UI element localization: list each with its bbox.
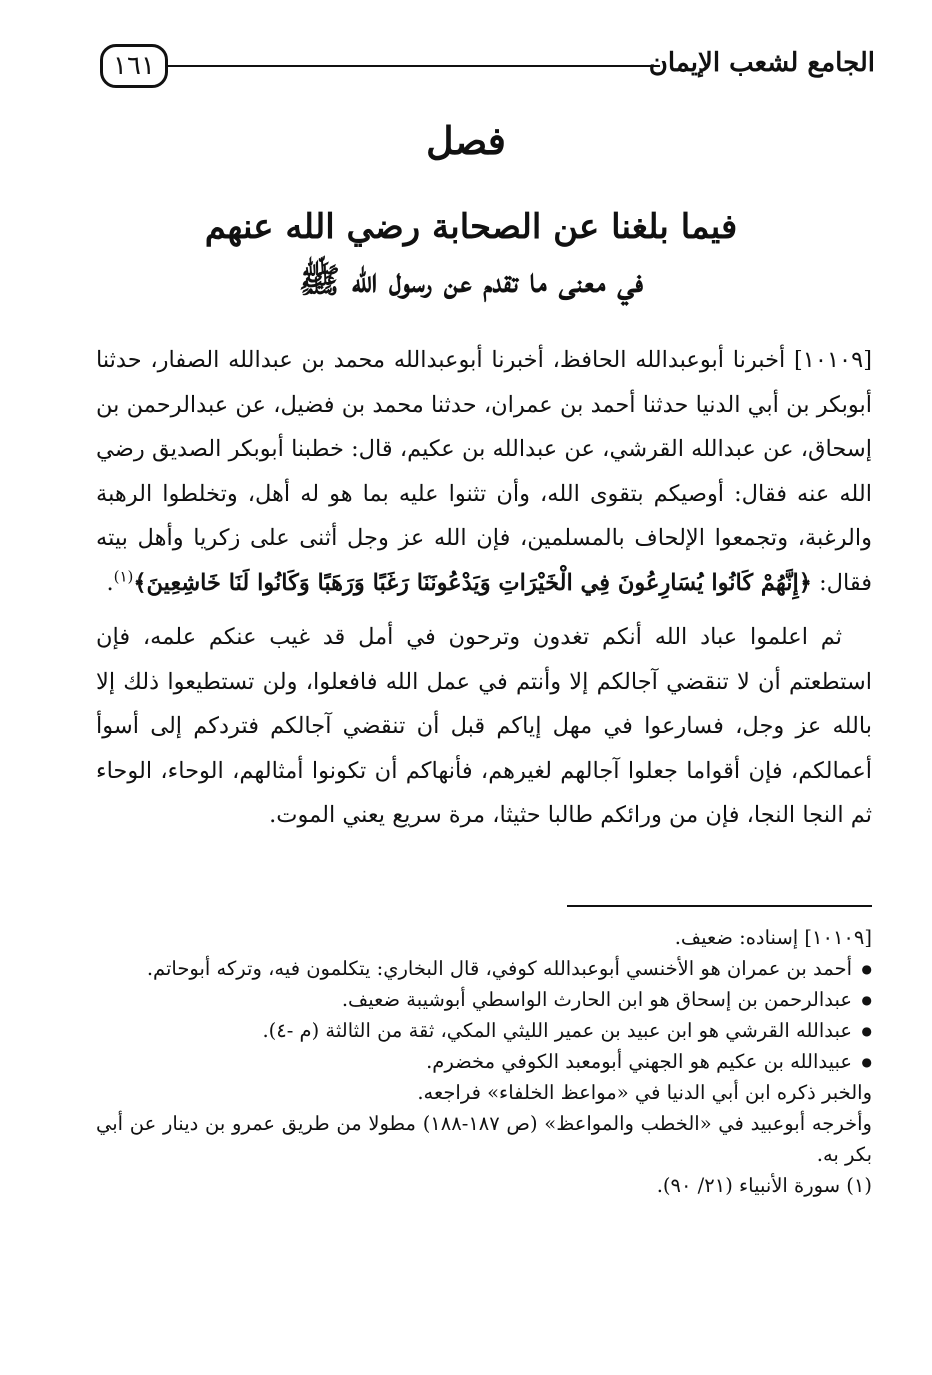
footnote-note-1: والخبر ذكره ابن أبي الدنيا في «مواعظ الخلفاء» فراجعه. [417,1081,872,1104]
chapter-title-line-2: في معنى ما تقدم عن رسول الله ﷺ [298,261,644,301]
section-heading: فصل [426,118,506,163]
footnote-bullet-4: ● عبيدالله بن عكيم هو الجهني أبومعبد الكوفي مخضرم. [96,1046,872,1077]
paragraph-end: . [106,569,114,596]
sermon-paragraph: ثم اعلموا عباد الله أنكم تغدون وترحون في أمل قد غيب عنكم علمه، فإن استطعتم أن لا تنقضي آجالكم إلا وأنتم في عمل الله فافعلوا، ولن تستطيعوا ذلك إلا بالله عز وجل، فسارعوا في مهل إياكم قبل أن تنقضي آجالكم فتردكم إلى أسوأ أعمالكم، فإن أقواما جعلوا آجالهم لغيرهم، فأنهاكم أن تكونوا أمثالهم، الوحاء، الوحاء ثم النجا النجا، فإن من ورائكم طالبا حثيثا، مرة سريع يعني الموت. [96,624,872,828]
footnote-grade: [١٠١٠٩] إسناده: ضعيف. [674,926,872,949]
footnote-quran-reference: (١) سورة الأنبياء (٢١/ ٩٠). [656,1174,872,1197]
hadith-text: [١٠١٠٩] أخبرنا أبوعبدالله الحافظ، أخبرنا أبوعبدالله محمد بن عبدالله الصفار، حدثنا أبوبكر بن أبي الدنيا حدثنا أحمد بن عمران، حدثنا محمد بن فضيل، عن عبدالرحمن بن إسحاق، عن عبدالله القرشي، عن عبدالله بن عكيم، قال: خطبنا أبوبكر الصديق رضي الله عنه فقال: أوصيكم بتقوى الله، وأن تثنوا عليه بما هو له أهل، وتخلطوا الرهبة والرغبة، وتجمعوا الإلحاف بالمسلمين، فإن الله عز وجل أثنى على زكريا وأهل بيته فقال: [96,347,872,596]
quran-verse: ﴿إِنَّهُمْ كَانُوا يُسَارِعُونَ فِي الْخَيْرَاتِ وَيَدْعُونَنَا رَغَبًا وَرَهَبًا وَكَانُوا لَنَا خَاشِعِينَ﴾ [133,569,812,596]
footnote-bullet-2: ● عبدالرحمن بن إسحاق هو ابن الحارث الواسطي أبوشيبة ضعيف. [96,984,872,1015]
running-title: الجامع لشعب الإيمان [648,48,875,78]
body-text [96,338,872,838]
hadith-paragraph [96,338,872,605]
page-number: ١٦١ [100,44,168,88]
footnote-separator [567,905,872,907]
footnote-bullet-1: ● أحمد بن عمران هو الأخنسي أبوعبدالله كوفي، قال البخاري: يتكلمون فيه، وتركه أبوحاتم. [96,953,872,984]
chapter-title [90,200,852,308]
chapter-title-line-1: فيما بلغنا عن الصحابة رضي الله عنهم [204,207,738,247]
page-header [100,44,875,96]
footnotes [96,922,872,1201]
footnote-note-2: وأخرجه أبوعبيد في «الخطب والمواعظ» (ص ١٨٧-١٨٨) مطولا من طريق عمرو بن دينار عن أبي بكر به. [96,1112,872,1166]
footnote-ref: (١) [113,567,134,585]
footnote-bullet-3: ● عبدالله القرشي هو ابن عبيد بن عمير الليثي المكي، ثقة من الثالثة (م -٤). [96,1015,872,1046]
header-rule [168,65,660,67]
